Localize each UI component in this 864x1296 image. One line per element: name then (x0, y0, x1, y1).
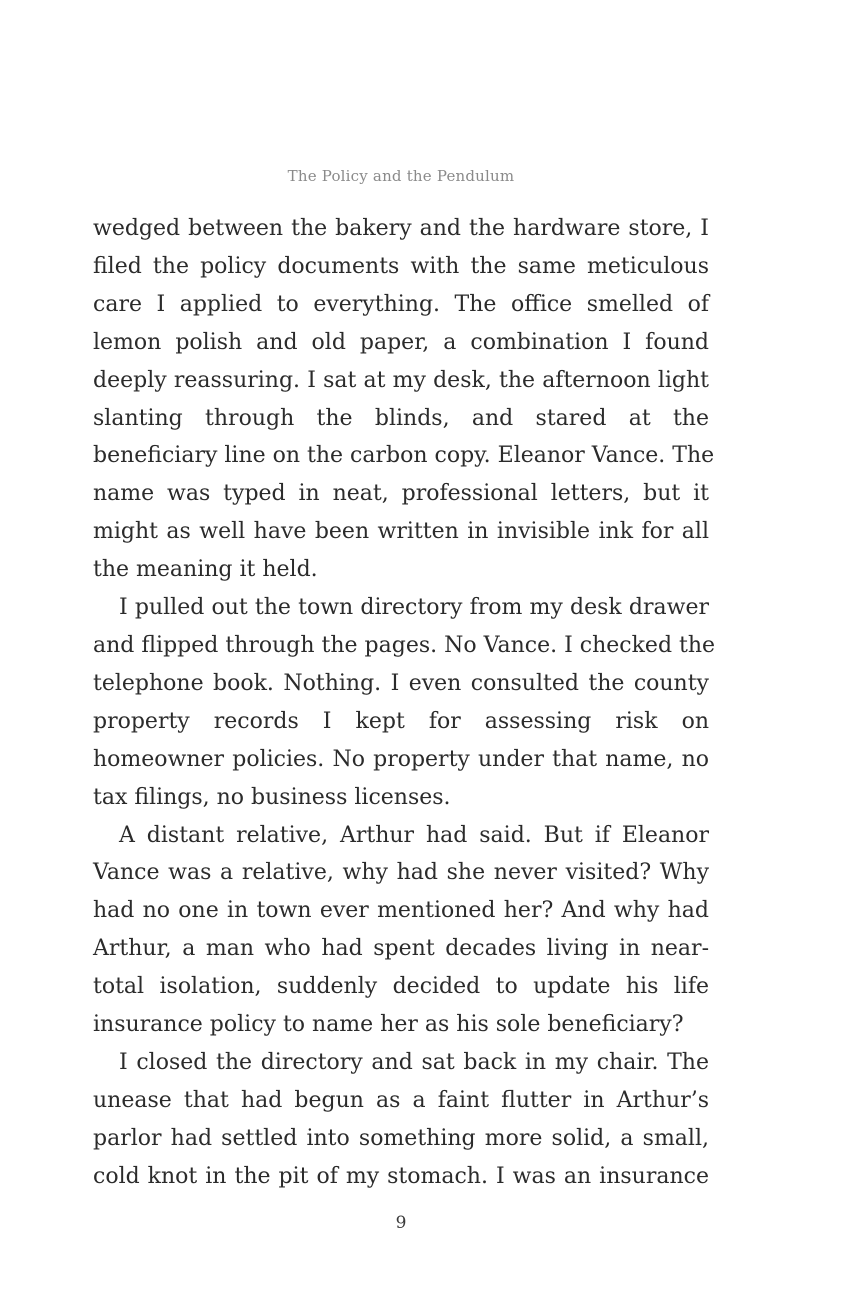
paragraph (93, 210, 715, 589)
body-text (93, 210, 716, 1196)
text-line: property records I kept for assessing risk on (93, 708, 709, 734)
text-line: name was typed in neat, professional letters, but it (93, 481, 709, 507)
text-line: total isolation, suddenly decided to update his life (93, 974, 709, 1000)
text-line: slanting through the blinds, and stared at the (93, 405, 709, 431)
text-line: Vance was a relative, why had she never visited? Why (93, 860, 709, 886)
text-line: I closed the directory and sat back in my chair. The (119, 1049, 709, 1075)
text-line: tax filings, no business licenses. (93, 784, 451, 810)
text-line: deeply reassuring. I sat at my desk, the afternoon light (93, 367, 709, 393)
text-line: care I applied to everything. The office smelled of (93, 291, 709, 317)
text-line: I pulled out the town directory from my desk drawer (119, 595, 709, 621)
text-line: the meaning it held. (93, 557, 318, 583)
text-line: Arthur, a man who had spent decades living in near- (93, 936, 709, 962)
text-line: homeowner policies. No property under that name, no (93, 746, 709, 772)
text-line: had no one in town ever mentioned her? And why had (93, 898, 709, 924)
text-line: A distant relative, Arthur had said. But if Eleanor (119, 822, 709, 848)
text-line: might as well have been written in invisible ink for all (93, 519, 709, 545)
text-line: cold knot in the pit of my stomach. I was an insurance (93, 1163, 709, 1189)
text-line: lemon polish and old paper, a combination I found (93, 329, 709, 355)
text-line: and flipped through the pages. No Vance. I checked the (93, 632, 716, 658)
paragraph (93, 1044, 709, 1196)
text-line: unease that had begun as a faint flutter in Arthur’s (93, 1087, 709, 1113)
text-line: beneficiary line on the carbon copy. Eleanor Vance. The (93, 443, 715, 469)
page-number: 9 (395, 1213, 407, 1233)
text-line: telephone book. Nothing. I even consulted the county (93, 670, 709, 696)
text-line: parlor had settled into something more solid, a small, (93, 1125, 709, 1151)
text-line: filed the policy documents with the same meticulous (93, 253, 709, 279)
running-title: The Policy and the Pendulum (287, 167, 515, 185)
paragraph (93, 589, 716, 816)
text-line: insurance policy to name her as his sole beneficiary? (93, 1012, 684, 1038)
paragraph (93, 817, 709, 1044)
text-line: wedged between the bakery and the hardware store, I (93, 216, 709, 241)
